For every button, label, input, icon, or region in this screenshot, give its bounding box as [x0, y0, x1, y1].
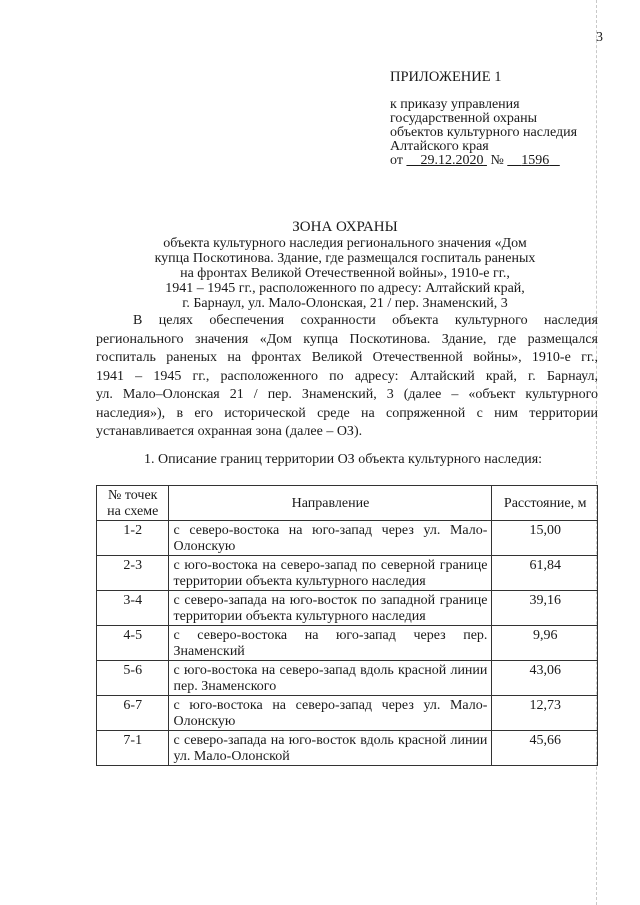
- table-row: [97, 556, 598, 591]
- paragraph-line: госпиталь раненых на фронтах Великой Отечественной войны», 1910-е гг.,: [96, 350, 598, 365]
- title-line: объекта культурного наследия регионального значения «Дом: [163, 236, 527, 251]
- header-distance: Расстояние, м: [492, 486, 598, 521]
- paragraph-line: устанавливается охранная зона (далее – ОЗ).: [96, 424, 363, 439]
- order-date: 29.12.2020: [420, 153, 484, 168]
- cell-distance: 12,73: [492, 696, 598, 731]
- cell-points: 2-3: [97, 556, 169, 591]
- appendix-line: Алтайского края: [390, 139, 489, 154]
- cell-points: 6-7: [97, 696, 169, 731]
- paragraph-line: ул. Мало–Олонская 21 / пер. Знаменский, 3 (далее – «объект культурного: [96, 387, 598, 402]
- number-prefix: №: [490, 153, 504, 168]
- cell-points: 3-4: [97, 591, 169, 626]
- table-row: [97, 696, 598, 731]
- table-row: [97, 626, 598, 661]
- cell-distance: 43,06: [492, 661, 598, 696]
- table-row: [97, 591, 598, 626]
- cell-direction: с юго-востока на северо-запад вдоль красной линии пер. Знаменского: [168, 661, 492, 696]
- appendix-line: к приказу управления: [390, 97, 520, 112]
- page-number: 3: [596, 30, 603, 45]
- cell-points: 1-2: [97, 521, 169, 556]
- title-main: ЗОНА ОХРАНЫ: [292, 219, 398, 235]
- cell-distance: 61,84: [492, 556, 598, 591]
- appendix-title: ПРИЛОЖЕНИЕ 1: [390, 69, 502, 85]
- paragraph-line: В целях обеспечения сохранности объекта культурного наследия: [133, 313, 598, 328]
- cell-direction: с северо-запада на юго-восток вдоль красной линии ул. Мало-Олонской: [168, 731, 492, 766]
- cell-direction: с северо-востока на юго-запад через ул. Мало-Олонскую: [168, 521, 492, 556]
- appendix-line: объектов культурного наследия: [390, 125, 578, 140]
- cell-distance: 9,96: [492, 626, 598, 661]
- header-direction: Направление: [168, 486, 492, 521]
- order-number: 1596: [521, 153, 550, 168]
- cell-points: 7-1: [97, 731, 169, 766]
- section-heading: 1. Описание границ территории ОЗ объекта культурного наследия:: [144, 452, 543, 467]
- paragraph-line: наследия»), в его исторической среде на сопряженной с ним территории: [96, 405, 598, 421]
- cell-points: 5-6: [97, 661, 169, 696]
- cell-direction: с северо-запада на юго-восток по западной границе территории объекта культурного наследия: [168, 591, 492, 626]
- table-row: [97, 731, 598, 766]
- table-header-row: [97, 486, 598, 521]
- appendix-header: [390, 70, 600, 168]
- paragraph-line: 1941 – 1945 гг., расположенного по адресу: Алтайский край, г. Барнаул,: [96, 368, 598, 384]
- document-title: [95, 220, 595, 311]
- cell-distance: 39,16: [492, 591, 598, 626]
- title-line: на фронтах Великой Отечественной войны», 1910-е гг.,: [180, 266, 510, 281]
- cell-distance: 45,66: [492, 731, 598, 766]
- cell-direction: с юго-востока на северо-запад по северной границе территории объекта культурного наследия: [168, 556, 492, 591]
- title-line: 1941 – 1945 гг., расположенного по адресу: Алтайский край,: [165, 281, 525, 296]
- cell-direction: с юго-востока на северо-запад через ул. Мало-Олонскую: [168, 696, 492, 731]
- title-line: г. Барнаул, ул. Мало-Олонская, 21 / пер. Знаменский, 3: [182, 296, 508, 311]
- table-row: [97, 521, 598, 556]
- boundary-table: [96, 485, 598, 766]
- title-line: купца Поскотинова. Здание, где размещался госпиталь раненых: [154, 251, 536, 266]
- header-points: № точек на схеме: [97, 486, 169, 521]
- table-row: [97, 661, 598, 696]
- cell-distance: 15,00: [492, 521, 598, 556]
- cell-direction: с северо-востока на юго-запад через пер. Знаменский: [168, 626, 492, 661]
- intro-paragraph: [96, 312, 598, 442]
- date-prefix: от: [390, 153, 403, 168]
- paragraph-line: регионального значения «Дом купца Поскотинова. Здание, где размещался: [96, 331, 598, 347]
- appendix-line: государственной охраны: [390, 111, 538, 126]
- cell-points: 4-5: [97, 626, 169, 661]
- order-date-line: [390, 154, 600, 168]
